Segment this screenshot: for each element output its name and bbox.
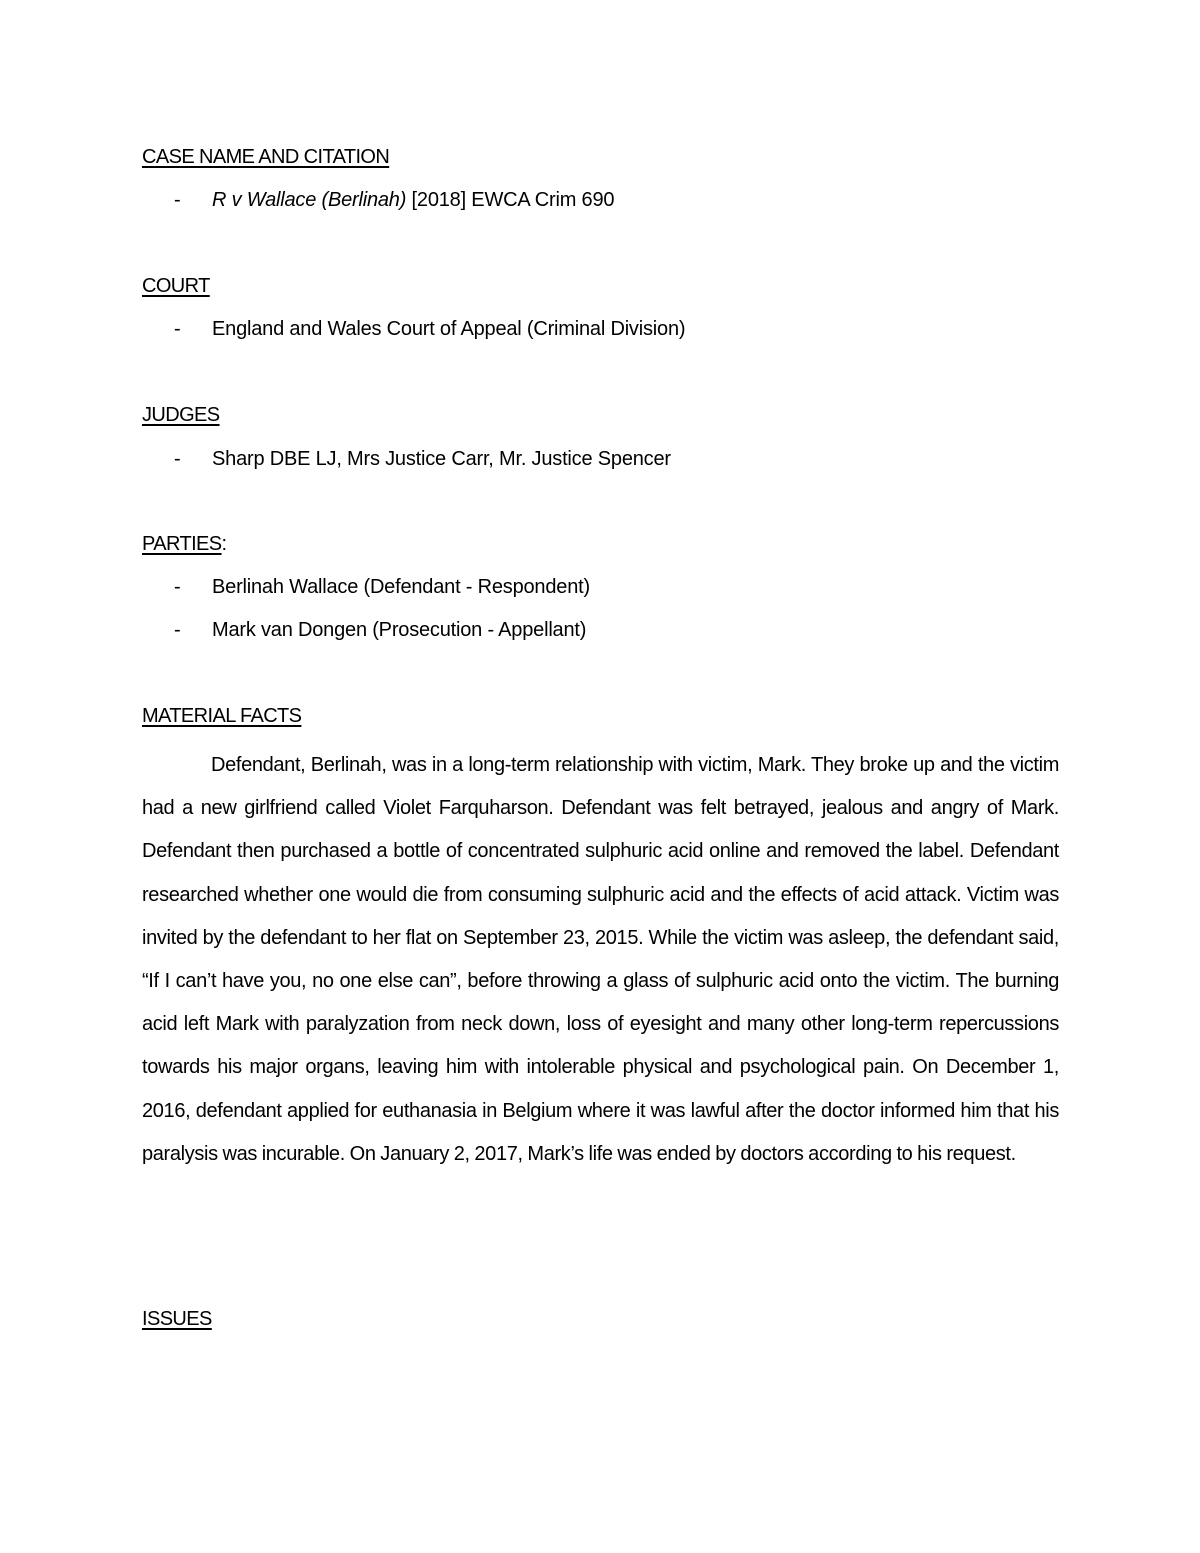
court-heading: COURT bbox=[142, 275, 210, 297]
court-text: England and Wales Court of Appeal (Criminal Division) bbox=[212, 318, 686, 340]
bullet-dash: - bbox=[174, 318, 181, 340]
parties-heading-text: PARTIES bbox=[142, 533, 222, 555]
case-name-heading: CASE NAME AND CITATION bbox=[142, 146, 390, 168]
party-text: Mark van Dongen (Prosecution - Appellant) bbox=[212, 619, 587, 641]
parties-heading-colon: : bbox=[221, 533, 227, 555]
case-name-text: R v Wallace (Berlinah) bbox=[212, 189, 407, 211]
bullet-dash: - bbox=[174, 448, 181, 470]
parties-heading bbox=[142, 532, 227, 556]
citation-text: [2018] EWCA Crim 690 bbox=[406, 189, 615, 211]
issues-heading: ISSUES bbox=[142, 1308, 212, 1330]
bullet-dash: - bbox=[174, 576, 181, 598]
bullet-dash: - bbox=[174, 189, 181, 211]
judges-heading: JUDGES bbox=[142, 404, 220, 426]
party-item bbox=[174, 575, 590, 599]
bullet-dash: - bbox=[174, 619, 181, 641]
court-item bbox=[174, 317, 685, 341]
judges-text: Sharp DBE LJ, Mrs Justice Carr, Mr. Justice Spencer bbox=[212, 448, 671, 470]
judges-item bbox=[174, 447, 671, 471]
case-name-item bbox=[174, 188, 614, 212]
material-facts-paragraph: Defendant, Berlinah, was in a long-term relationship with victim, Mark. They broke up and the victim had a new girlfriend called Violet Farquharson. Defendant was felt betrayed, jealous and angry of Mark. Defendant then purchased a bottle of concentrated sulphuric acid online and removed the label. Defendant researched whether one would die from consuming sulphuric acid and the effects of acid attack. Victim was invited by the defendant to her flat on September 23, 2015. While the victim was asleep, the defendant said, “If I can’t have you, no one else can”, before throwing a glass of sulphuric acid onto the victim. The burning acid left Mark with paralyzation from neck down, loss of eyesight and many other long-term repercussions towards his major organs, leaving him with intolerable physical and psychological pain. On December 1, 2016, defendant applied for euthanasia in Belgium where it was lawful after the doctor informed him that his paralysis was incurable. On January 2, 2017, Mark’s life was ended by doctors according to his request. bbox=[142, 754, 1059, 1165]
material-facts-heading: MATERIAL FACTS bbox=[142, 705, 302, 727]
party-text: Berlinah Wallace (Defendant - Respondent) bbox=[212, 576, 590, 598]
party-item bbox=[174, 618, 586, 642]
